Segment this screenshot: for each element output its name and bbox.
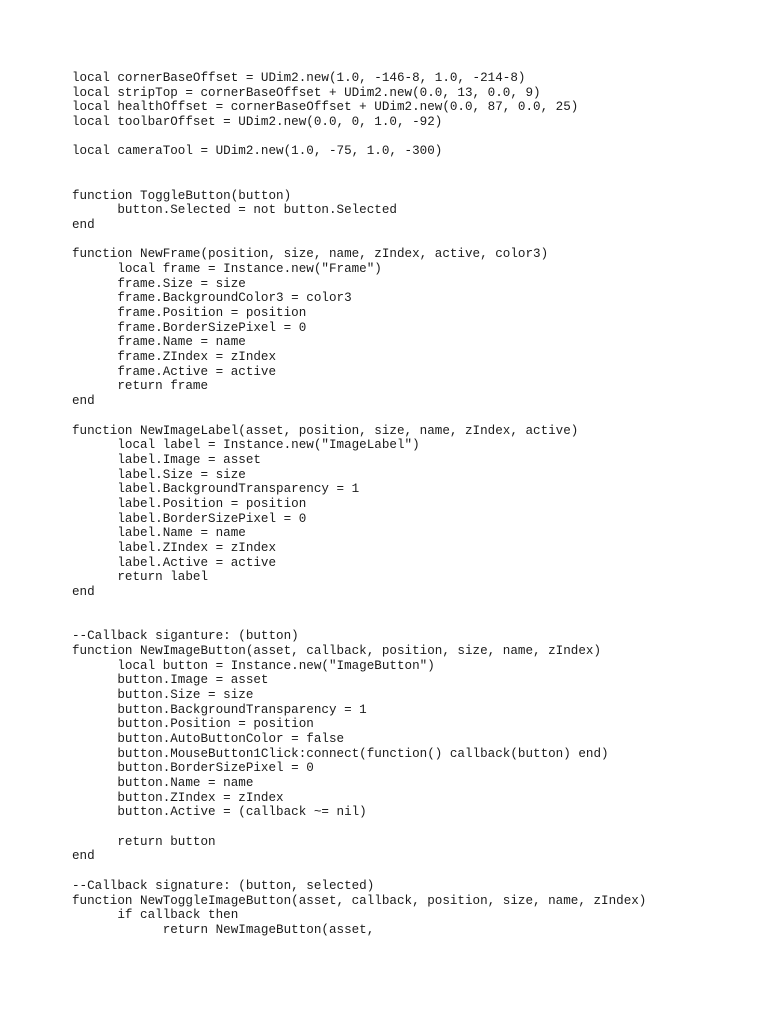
code-line [72,130,646,145]
code-line: label.Active = active [72,555,277,570]
code-line: label.Image = asset [72,452,261,467]
code-line: local toolbarOffset = UDim2.new(0.0, 0, 1.0, -92) [72,115,443,130]
code-line [72,600,646,615]
code-line: frame.BackgroundColor3 = color3 [72,291,352,306]
code-line: --Callback signature: (button, selected) [72,878,375,893]
code-line: function NewFrame(position, size, name, zIndex, active, color3) [72,247,549,262]
code-line: end [72,394,95,409]
code-line: function NewImageLabel(asset, position, size, name, zIndex, active) [72,423,579,438]
code-line: end [72,849,95,864]
code-line: --Callback siganture: (button) [72,629,299,644]
code-line: function NewToggleImageButton(asset, callback, position, size, name, zIndex) [72,893,647,908]
code-line: return NewImageButton(asset, [72,922,375,937]
code-line: button.BorderSizePixel = 0 [72,761,314,776]
code-line: return button [72,834,216,849]
code-line: label.Position = position [72,496,307,511]
code-line: local stripTop = cornerBaseOffset + UDim2.new(0.0, 13, 0.0, 9) [72,85,541,100]
code-line: end [72,585,95,600]
code-line: button.Image = asset [72,673,269,688]
code-line: function ToggleButton(button) [72,188,292,203]
code-line: local cameraTool = UDim2.new(1.0, -75, 1.0, -300) [72,144,443,159]
code-line: return frame [72,379,209,394]
code-line: frame.Position = position [72,306,307,320]
code-line [72,159,646,174]
code-line: frame.Size = size [72,276,246,291]
code-line: local button = Instance.new("ImageButton") [72,658,435,673]
code-line: button.Size = size [72,687,254,702]
code-line: label.Name = name [72,526,246,541]
code-line: button.Name = name [72,776,254,790]
code-line: button.Selected = not button.Selected [72,203,397,218]
code-line: button.Position = position [72,717,314,732]
code-line: frame.Active = active [72,364,277,379]
code-line: button.BackgroundTransparency = 1 [72,702,367,717]
code-line [72,233,646,248]
code-line: label.BorderSizePixel = 0 [72,511,307,526]
code-line: frame.ZIndex = zIndex [72,350,277,365]
code-line: local healthOffset = cornerBaseOffset + UDim2.new(0.0, 87, 0.0, 25) [72,100,579,115]
code-line: button.MouseButton1Click:connect(function() callback(button) end) [72,746,609,761]
code-line [72,820,646,835]
code-line: if callback then [72,908,239,923]
code-line [72,864,646,879]
code-line: local cornerBaseOffset = UDim2.new(1.0, -146-8, 1.0, -214-8) [72,71,526,85]
code-line [72,174,646,189]
code-line: label.BackgroundTransparency = 1 [72,482,360,497]
code-line: return label [72,570,209,585]
code-block [72,71,646,938]
code-line: local frame = Instance.new("Frame") [72,261,382,276]
code-line: end [72,217,95,232]
code-line: frame.Name = name [72,335,246,350]
code-line [72,614,646,629]
code-line: function NewImageButton(asset, callback, position, size, name, zIndex) [72,643,602,658]
code-line: button.Active = (callback ~= nil) [72,805,367,820]
code-line: button.ZIndex = zIndex [72,790,284,805]
code-line [72,409,646,424]
code-line: local label = Instance.new("ImageLabel") [72,438,420,453]
code-line: label.ZIndex = zIndex [72,541,277,555]
code-line: button.AutoButtonColor = false [72,731,345,746]
code-line: label.Size = size [72,467,246,482]
code-line: frame.BorderSizePixel = 0 [72,320,307,335]
